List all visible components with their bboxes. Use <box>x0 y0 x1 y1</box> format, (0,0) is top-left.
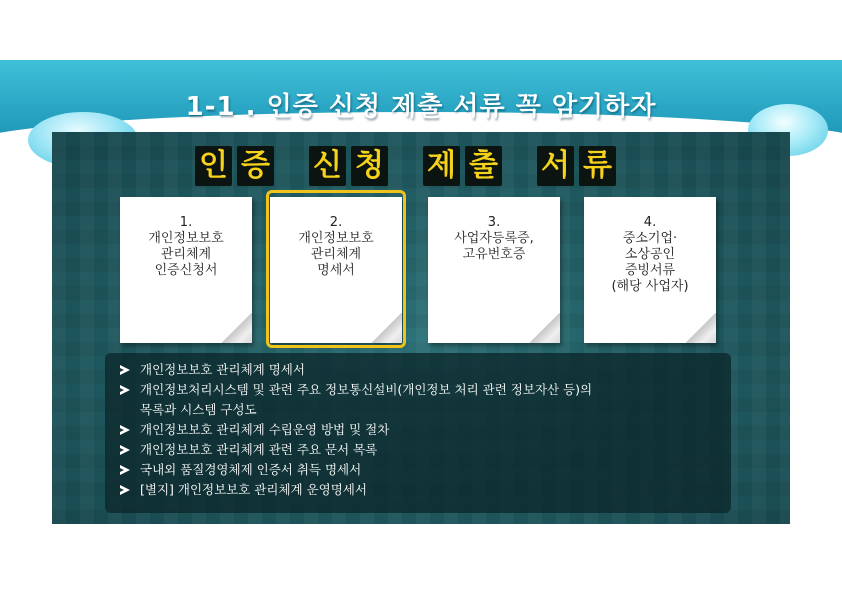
card-line: 3. <box>487 215 501 230</box>
list-item <box>118 440 728 460</box>
card-text <box>120 215 252 279</box>
arrow-bullet-icon <box>120 445 130 455</box>
card-line: (해당 사업자) <box>611 279 689 294</box>
card-line: 4. <box>643 215 657 230</box>
heading-char: 신 <box>309 146 346 186</box>
heading-char: 출 <box>465 146 502 186</box>
page-curl <box>686 313 716 343</box>
card-line: 고유번호증 <box>462 247 526 262</box>
page-curl <box>222 313 252 343</box>
list-item-text: 개인정보처리시스템 및 관련 주요 정보통신설비(개인정보 처리 관련 정보자산 등)의 <box>140 382 593 397</box>
card-line: 사업자등록증, <box>454 231 534 246</box>
list-item-text: 국내외 품질경영체제 인증서 취득 명세서 <box>140 462 362 477</box>
card-line: 1. <box>179 215 193 230</box>
requirements-list <box>118 360 728 500</box>
document-card-1 <box>120 197 252 343</box>
page-curl <box>530 313 560 343</box>
list-item <box>118 380 728 420</box>
card-line: 인증신청서 <box>154 263 218 278</box>
heading-char: 인 <box>195 146 232 186</box>
arrow-bullet-icon <box>120 425 130 435</box>
card-line: 관리체계 <box>310 247 362 262</box>
arrow-bullet-icon <box>120 365 130 375</box>
card-line: 소상공인 <box>624 247 676 262</box>
list-item <box>118 420 728 440</box>
card-line: 관리체계 <box>160 247 212 262</box>
heading-char: 청 <box>351 146 388 186</box>
card-line: 중소기업· <box>622 231 678 246</box>
card-line: 개인정보보호 <box>148 231 224 246</box>
heading-char: 제 <box>423 146 460 186</box>
arrow-bullet-icon <box>120 465 130 475</box>
card-line: 개인정보보호 <box>298 231 374 246</box>
panel-heading <box>195 146 655 188</box>
document-card-3 <box>428 197 560 343</box>
heading-char: 증 <box>237 146 274 186</box>
card-line: 2. <box>329 215 343 230</box>
card-text <box>584 215 716 295</box>
list-item-text: 목록과 시스템 구성도 <box>140 402 257 417</box>
list-item <box>118 480 728 500</box>
card-highlight-frame <box>266 190 406 348</box>
list-item-text: 개인정보보호 관리체계 관련 주요 문서 목록 <box>140 442 378 457</box>
list-item-text: [별지] 개인정보보호 관리체계 운영명세서 <box>140 482 367 497</box>
arrow-bullet-icon <box>120 485 130 495</box>
card-line: 증빙서류 <box>624 263 676 278</box>
heading-char: 류 <box>579 146 616 186</box>
list-item-text: 개인정보보호 관리체계 수립운영 방법 및 절차 <box>140 422 390 437</box>
list-item <box>118 360 728 380</box>
list-item <box>118 460 728 480</box>
slide-title: 1-1 . 인증 신청 제출 서류 꼭 암기하자 <box>185 92 657 122</box>
arrow-bullet-icon <box>120 385 130 395</box>
card-line: 명세서 <box>317 263 355 278</box>
document-card-4 <box>584 197 716 343</box>
heading-char: 서 <box>537 146 574 186</box>
card-text <box>428 215 560 263</box>
list-item-text: 개인정보보호 관리체계 명세서 <box>140 362 305 377</box>
